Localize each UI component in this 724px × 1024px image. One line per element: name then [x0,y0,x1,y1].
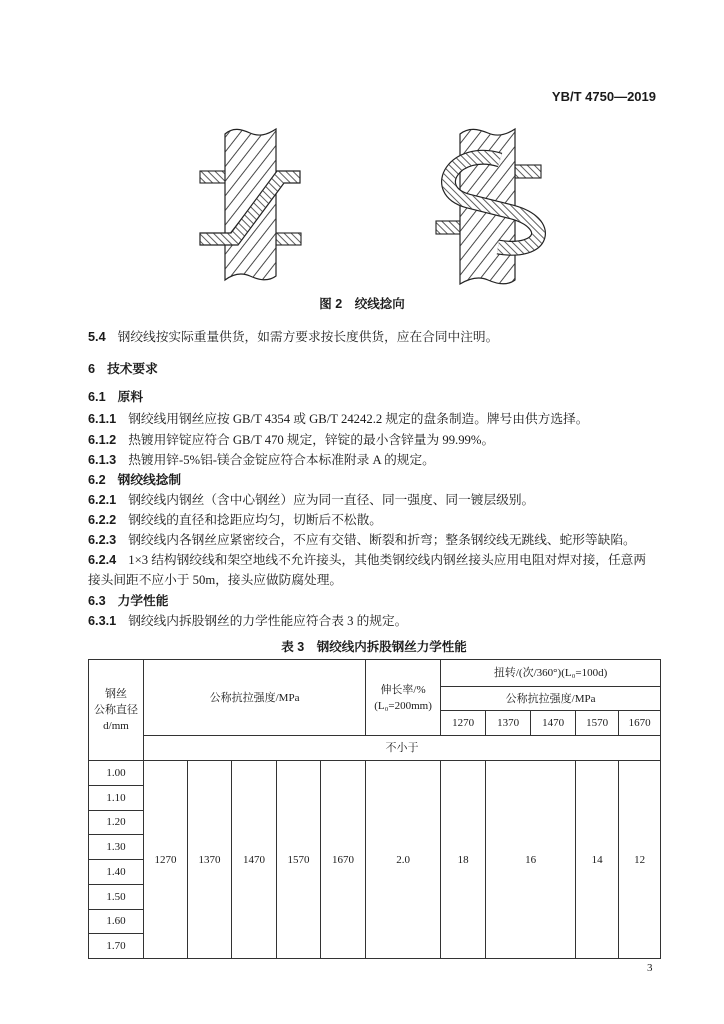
header-diameter-line: d/mm [103,720,129,732]
table-header-row [89,660,661,687]
header-torsion: 扭转/(次/360°)(L₀=100d) [441,660,661,687]
header-diameter [89,660,144,761]
wire-back-segment [515,165,541,178]
torsion-cell: 14 [576,761,619,959]
section-number: 6 [88,362,96,376]
twist-direction-figure [0,115,724,295]
header-diameter-line: 钢丝 [105,688,127,700]
diameter-cell: 1.00 [89,761,144,786]
section-title: 钢绞线捻制 [117,473,182,487]
header-elongation-line: 伸长率/% [380,683,426,696]
section-title: 力学性能 [117,594,169,608]
clause-number: 6.2.1 [88,493,117,507]
diameter-cell: 1.30 [89,835,144,860]
table-header-row [89,736,661,761]
z-twist-diagram [200,129,301,280]
clause-number: 6.2.3 [88,533,117,547]
header-min-note: 不小于 [144,736,661,761]
clause-text: 钢绞线内钢丝（含中心钢丝）应为同一直径、同一强度、同一镀层级别。 [128,493,535,507]
clause-text: 热镀用锌-5%铝-镁合金锭应符合本标准附录 A 的规定。 [128,453,435,467]
section-number: 6.3 [88,594,106,608]
clause-number: 6.2.4 [88,553,117,567]
header-diameter-line: 公称直径 [94,704,138,716]
clause-6-2-4 [88,550,646,570]
clause-number: 6.1.2 [88,433,117,447]
clause-text: 1×3 结构钢绞线和架空地线不允许接头，其他类钢绞线内钢丝接头应用电阻对焊对接，任意两 [128,553,647,567]
torsion-cell: 12 [619,761,661,959]
section-title: 原料 [117,390,144,404]
diameter-cell: 1.40 [89,860,144,885]
wire-back-segment [276,233,301,245]
clause-number: 6.2.2 [88,513,117,527]
clause-5-4 [88,327,498,347]
section-title: 技术要求 [107,362,158,376]
torsion-cell: 18 [441,761,486,959]
clause-text: 钢绞线用钢丝应按 GB/T 4354 或 GB/T 24242.2 规定的盘条制造。牌号由供方选择。 [128,412,589,426]
clause-text: 钢绞线按实际重量供货，如需方要求按长度供货，应在合同中注明。 [117,330,499,344]
tensile-strength-cell: 1270 [144,761,188,959]
diameter-cell: 1.70 [89,934,144,959]
section-heading-6 [88,359,158,379]
tensile-strength-cell: 1370 [188,761,232,959]
clause-text: 钢绞线内拆股钢丝的力学性能应符合表 3 的规定。 [128,614,408,628]
header-torsion-grade: 1570 [576,711,619,736]
s-twist-diagram [436,129,541,284]
section-heading-6-1 [88,387,143,407]
clause-number: 6.1.3 [88,453,117,467]
header-torsion-grade: 1270 [441,711,486,736]
header-torsion-grade: 1370 [486,711,531,736]
section-heading-6-2 [88,470,181,490]
page-number: 3 [647,962,653,974]
clause-number: 6.1.1 [88,412,117,426]
clause-6-2-1 [88,490,534,510]
section-number: 6.1 [88,390,106,404]
clause-6-3-1 [88,611,407,631]
tensile-strength-cell: 1470 [232,761,277,959]
wire-back-segment [200,171,226,183]
torsion-cell: 16 [486,761,576,959]
standard-code: YB/T 4750—2019 [551,89,656,104]
clause-text: 热镀用锌锭应符合 GB/T 470 规定，锌锭的最小含锌量为 99.99%。 [128,433,495,447]
clause-number: 6.3.1 [88,614,117,628]
clause-6-1-2 [88,430,494,450]
diameter-cell: 1.50 [89,884,144,909]
header-elongation [366,660,441,736]
header-tensile-strength: 公称抗拉强度/MPa [144,660,366,736]
header-elongation-line: (L₀=200mm) [374,699,432,712]
clause-number: 5.4 [88,330,106,344]
tensile-strength-cell: 1670 [321,761,366,959]
clause-6-1-1 [88,409,588,429]
clause-6-2-4-continued [88,570,342,590]
clause-text: 钢绞线内各钢丝应紧密绞合，不应有交错、断裂和折弯；整条钢绞线无跳线、蛇形等缺陷。 [128,533,636,547]
header-torsion-strength: 公称抗拉强度/MPa [441,687,661,711]
wire-back-segment [436,221,460,234]
table-caption: 表 3 钢绞线内拆股钢丝力学性能 [281,640,467,654]
diameter-cell: 1.20 [89,810,144,835]
tensile-strength-cell: 1570 [277,761,321,959]
diameter-cell: 1.10 [89,785,144,810]
header-torsion-grade: 1470 [531,711,576,736]
table-row [89,761,661,786]
clause-6-1-3 [88,450,435,470]
clause-6-2-2 [88,510,382,530]
diameter-cell: 1.60 [89,909,144,934]
header-torsion-grade: 1670 [619,711,661,736]
figure-caption: 图 2 绞线捻向 [319,297,405,311]
section-number: 6.2 [88,473,106,487]
mechanical-properties-table [88,659,661,959]
clause-6-2-3 [88,530,636,550]
clause-text-continued: 接头间距不应小于 50m，接头应做防腐处理。 [88,573,343,587]
clause-text: 钢绞线的直径和捻距应均匀，切断后不松散。 [128,513,382,527]
elongation-cell: 2.0 [366,761,441,959]
section-heading-6-3 [88,591,168,611]
